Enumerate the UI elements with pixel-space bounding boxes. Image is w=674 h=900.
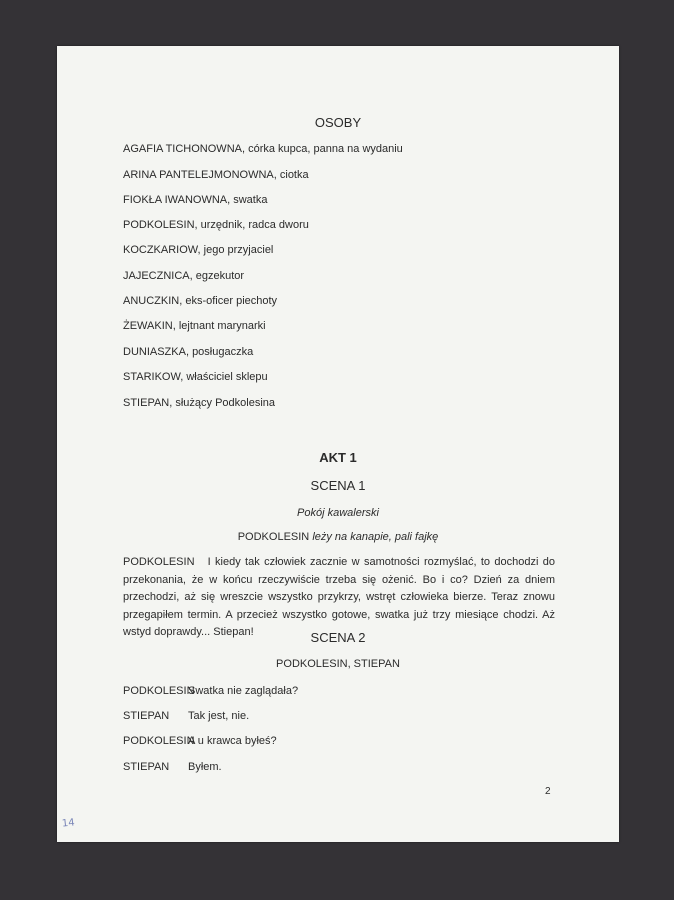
cast-item: DUNIASZKA, posługaczka [123, 346, 254, 358]
cast-item: ARINA PANTELEJMONOWNA, ciotka [123, 169, 309, 181]
cast-item: ANUCZKIN, eks-oficer piechoty [123, 295, 278, 307]
act-title: AKT 1 [319, 450, 357, 465]
dialogue-line: Swatka nie zaglądała? [188, 685, 299, 697]
scene1-setting: Pokój kawalerski [297, 507, 379, 519]
cast-item: AGAFIA TICHONOWNA, córka kupca, panna na wydaniu [123, 143, 403, 155]
cast-item: STIEPAN, służący Podkolesina [123, 397, 276, 409]
stage-speaker: PODKOLESIN [237, 531, 310, 543]
pencil-annotation: 14 [61, 817, 76, 830]
cast-item: KOCZKARIOW, jego przyjaciel [123, 244, 274, 256]
scene1-stage-direction-line [57, 530, 619, 544]
cast-item: FIOKŁA IWANOWNA, swatka [123, 194, 268, 206]
dialogue-line: Byłem. [188, 761, 222, 773]
dialogue-line: A u krawca byłeś? [188, 735, 277, 747]
page-number: 2 [545, 786, 551, 797]
cast-item: ŻEWAKIN, lejtnant marynarki [123, 320, 266, 332]
cast-item: PODKOLESIN, urzędnik, radca dworu [123, 219, 309, 231]
dialogue-line: Tak jest, nie. [188, 710, 250, 722]
scene1-title: SCENA 1 [310, 478, 366, 493]
dialogue-speaker: PODKOLESIN [123, 735, 195, 747]
stage-direction: leży na kanapie, pali fajkę [312, 531, 439, 543]
dialogue-speaker: STIEPAN [123, 761, 170, 773]
scene2-title: SCENA 2 [310, 630, 366, 645]
scene2-characters: PODKOLESIN, STIEPAN [276, 658, 400, 670]
speech-speaker: PODKOLESIN [123, 556, 195, 568]
speech-text: I kiedy tak człowiek zacznie w samotności rozmyślać, to dochodzi do przekonania, że w końcu rzeczywiście trzeba się ożenić. Bo i co? Dzień za dniem przechodzi, aż się wreszcie wszystko przykrzy, wstręt człowieka bierze. Teraz znowu przegapiłem termin. A przecież wszystko gotowe, swatka już trzy miesiące chodzi. Aż wstyd doprawdy... Stiepan! [123, 556, 556, 638]
cast-heading: OSOBY [314, 115, 362, 130]
document-page [57, 46, 619, 842]
dialogue-speaker: STIEPAN [123, 710, 170, 722]
dialogue-speaker: PODKOLESIN [123, 685, 195, 697]
cast-item: STARIKOW, właściciel sklepu [123, 371, 268, 383]
cast-item: JAJECZNICA, egzekutor [123, 270, 245, 282]
scene1-speech [123, 554, 555, 642]
